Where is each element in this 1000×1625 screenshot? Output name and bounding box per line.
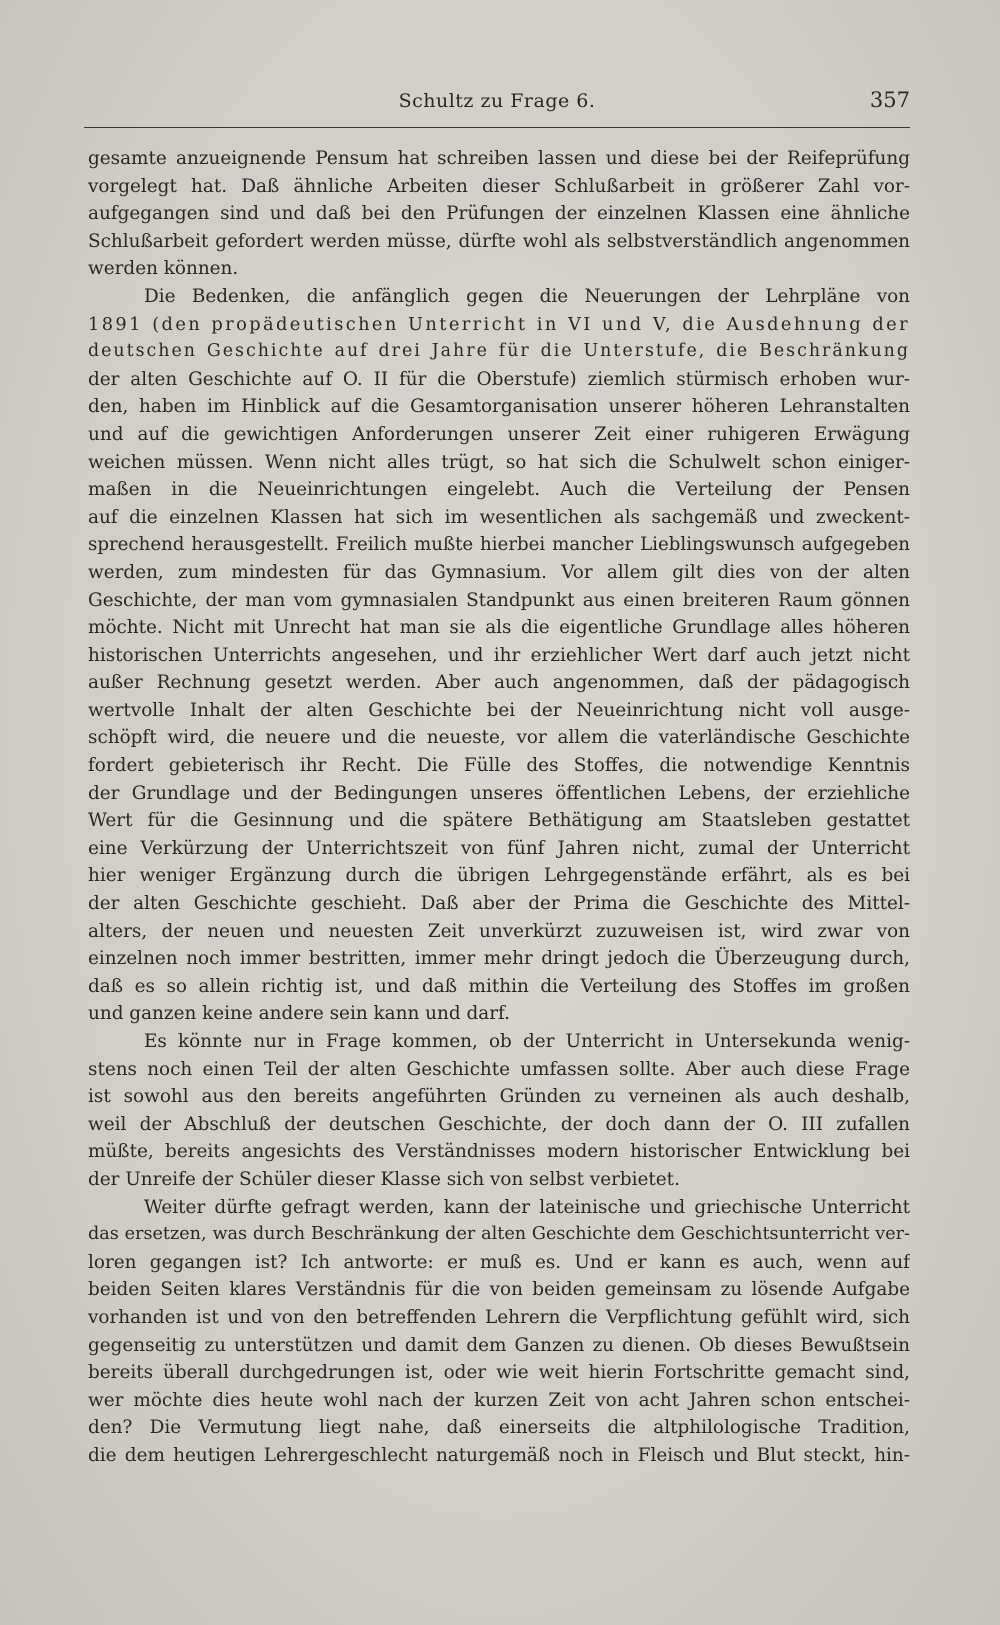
header-rule: [84, 127, 910, 128]
text-line: fordert gebieterisch ihr Recht. Die Fülle des Stoffes, die notwendige Kenntnis: [88, 755, 910, 777]
body-text: [88, 145, 910, 1470]
text-line: die dem heutigen Lehrergeschlecht naturgemäß noch in Fleisch und Blut steckt, hin-: [88, 1444, 910, 1466]
text-line: alters, der neuen und neuesten Zeit unverkürzt zuzuweisen ist, wird zwar von: [88, 920, 910, 942]
text-line: vorgelegt hat. Daß ähnliche Arbeiten dieser Schlußarbeit in größerer Zahl vor-: [88, 175, 910, 197]
text-line: loren gegangen ist? Ich antworte: er muß es. Und er kann es auch, wenn auf: [88, 1251, 910, 1273]
text-line: schöpft wird, die neuere und die neueste, vor allem die vaterländische Geschichte: [88, 727, 910, 749]
text-line: aufgegangen sind und daß bei den Prüfungen der einzelnen Klassen eine ähnliche: [88, 203, 910, 225]
text-line: eine Verkürzung der Unterrichtszeit von fünf Jahren nicht, zumal der Unterricht: [88, 837, 910, 859]
text-line: und auf die gewichtigen Anforderungen unserer Zeit einer ruhigeren Erwägung: [88, 423, 910, 445]
text-line: der Grundlage und der Bedingungen unseres öffentlichen Lebens, der erziehliche: [88, 782, 910, 804]
text-line: historischen Unterrichts angesehen, und ihr erziehlicher Wert darf auch jetzt nicht: [88, 644, 910, 666]
text-line: ist sowohl aus den bereits angeführten Gründen zu verneinen als auch deshalb,: [88, 1086, 910, 1108]
text-line: weichen müssen. Wenn nicht alles trügt, so hat sich die Schulwelt schon einiger-: [88, 451, 910, 473]
paragraph-start: Es könnte nur in Frage kommen, ob der Unterricht in Untersekunda wenig-: [144, 1031, 910, 1052]
text-line: wer möchte dies heute wohl nach der kurzen Zeit von acht Jahren schon entschei-: [88, 1389, 910, 1411]
text-line: und ganzen keine andere sein kann und darf.: [88, 1003, 510, 1025]
running-head: Schultz zu Frage 6.: [398, 90, 596, 112]
text-line: deutschen Geschichte auf drei Jahre für die Unterstufe, die Beschränkung: [88, 341, 910, 362]
text-line: werden, zum mindesten für das Gymnasium. Vor allem gilt dies von der alten: [88, 561, 910, 583]
paragraph-start: Weiter dürfte gefragt werden, kann der lateinische und griechische Unterricht: [144, 1196, 910, 1218]
text-line: daß es so allein richtig ist, und daß mithin die Verteilung des Stoffes im großen: [88, 975, 910, 997]
text-line: möchte. Nicht mit Unrecht hat man sie als die eigentliche Grundlage alles höheren: [88, 617, 910, 639]
text-line: müßte, bereits angesichts des Verständnisses modern historischer Entwicklung bei: [88, 1141, 910, 1163]
text-line: wertvolle Inhalt der alten Geschichte bei der Neueinrichtung nicht voll ausge-: [88, 699, 910, 721]
text-line: den, haben im Hinblick auf die Gesamtorganisation unserer höheren Lehranstalten: [88, 396, 910, 418]
text-line: einzelnen noch immer bestritten, immer mehr dringt jedoch die Überzeugung durch,: [88, 948, 910, 970]
text-line: beiden Seiten klares Verständnis für die von beiden gemeinsam zu lösende Aufgabe: [88, 1279, 910, 1301]
text-line: der Unreife der Schüler dieser Klasse sich von selbst verbietet.: [88, 1168, 680, 1190]
text-line: gesamte anzueignende Pensum hat schreiben lassen und diese bei der Reifeprüfung: [88, 148, 910, 169]
text-line: Geschichte, der man vom gymnasialen Standpunkt aus einen breiteren Raum gönnen: [88, 589, 910, 611]
text-line: sprechend herausgestellt. Freilich mußte hierbei mancher Lieblingswunsch aufgegeben: [88, 534, 910, 556]
text-line: weil der Abschluß der deutschen Geschichte, der doch dann der O. III zufallen: [88, 1113, 910, 1135]
text-line: das ersetzen, was durch Beschränkung der alten Geschichte dem Geschichtsunterricht ver-: [88, 1224, 910, 1245]
text-line: stens noch einen Teil der alten Geschichte umfassen sollte. Aber auch diese Frage: [88, 1058, 910, 1080]
page-number: 357: [869, 88, 910, 112]
text-line: den? Die Vermutung liegt nahe, daß einerseits die altphilologische Tradition,: [88, 1417, 910, 1439]
text-line: auf die einzelnen Klassen hat sich im wesentlichen als sachgemäß und zweckent-: [88, 506, 910, 528]
text-line: Schlußarbeit gefordert werden müsse, dürfte wohl als selbstverständlich angenommen: [88, 230, 910, 252]
text-line: vorhanden ist und von den betreffenden Lehrern die Verpflichtung gefühlt wird, sich: [88, 1306, 910, 1328]
text-line: bereits überall durchgedrungen ist, oder wie weit hierin Fortschritte gemacht sind,: [88, 1362, 910, 1384]
paragraph-start: Die Bedenken, die anfänglich gegen die Neuerungen der Lehrpläne von: [144, 285, 910, 307]
page-header: [84, 86, 910, 122]
text-line: werden können.: [88, 258, 239, 280]
text-line: hier weniger Ergänzung durch die übrigen Lehrgegenstände erfährt, als es bei: [88, 865, 910, 887]
text-line: der alten Geschichte geschieht. Daß aber der Prima die Geschichte des Mittel-: [88, 893, 910, 915]
text-line: außer Rechnung gesetzt werden. Aber auch angenommen, daß der pädagogisch: [88, 672, 910, 694]
text-line: Wert für die Gesinnung und die spätere Bethätigung am Staatsleben gestattet: [88, 810, 910, 832]
text-line: 1891 (den propädeutischen Unterricht in VI und V, die Ausdehnung der: [88, 313, 910, 335]
text-line: gegenseitig zu unterstützen und damit dem Ganzen zu dienen. Ob dieses Bewußtsein: [88, 1334, 910, 1356]
text-line: der alten Geschichte auf O. II für die Oberstufe) ziemlich stürmisch erhoben wur-: [88, 368, 910, 390]
text-line: maßen in die Neueinrichtungen eingelebt. Auch die Verteilung der Pensen: [88, 479, 910, 501]
